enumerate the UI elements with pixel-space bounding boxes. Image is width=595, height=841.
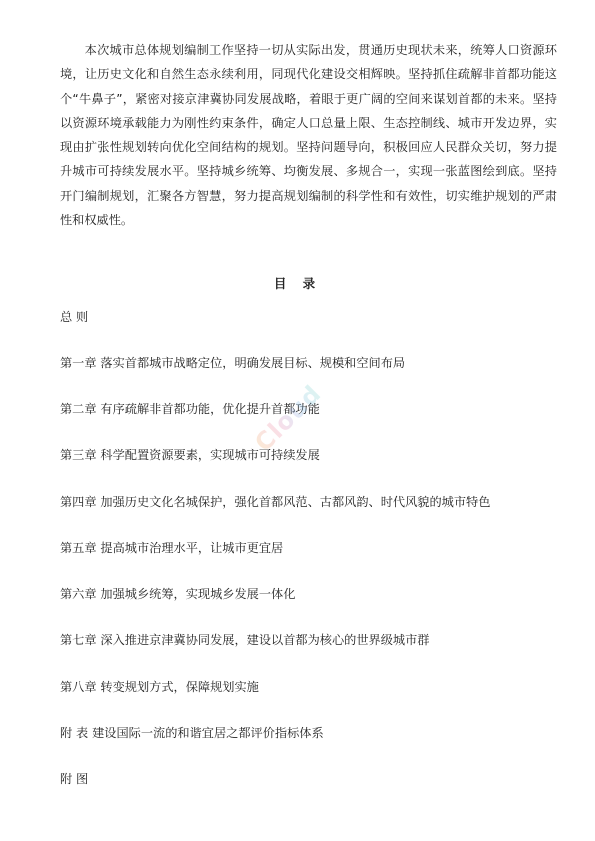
toc-item-chapter-3[interactable]: 第三章 科学配置资源要素，实现城市可持续发展	[60, 448, 320, 462]
toc-title: 目 录	[273, 276, 322, 291]
intro-text: 本次城市总体规划编制工作坚持一切从实际出发，贯通历史现状未来，统筹人口资源环境，让历史文化和自然生态永续利用，同现代化建设交相辉映。坚持抓住疏解非首都功能这个“牛鼻子”，紧密对接京津冀协同发展战略，着眼于更广阔的空间来谋划首都的未来。坚持以资源环境承载能力为刚性约束条件，确定人口总量上限、生态控制线、城市开发边界，实现由扩张性规划转向优化空间结构的规划。坚持问题导向，积极回应人民群众关切，努力提升城市可持续发展水平。坚持城乡统筹、均衡发展、多规合一，实现一张蓝图绘到底。坚持开门编制规划，汇聚各方智慧，努力提高规划编制的科学性和有效性，切实维护规划的严肃性和权威性。	[60, 43, 557, 228]
toc-item-appendix-figure[interactable]: 附 图	[60, 772, 89, 786]
toc-item-chapter-6[interactable]: 第六章 加强城乡统筹，实现城乡发展一体化	[60, 587, 296, 601]
intro-paragraph	[60, 38, 557, 232]
toc-item-chapter-7[interactable]: 第七章 深入推进京津冀协同发展，建设以首都为核心的世界级城市群	[60, 633, 430, 647]
watermark-text: Cloud	[249, 379, 327, 457]
toc-item-chapter-8[interactable]: 第八章 转变规划方式，保障规划实施	[60, 680, 259, 694]
toc-item-general[interactable]: 总 则	[60, 310, 89, 324]
toc-item-chapter-2[interactable]: 第二章 有序疏解非首都功能，优化提升首都功能	[60, 402, 320, 416]
watermark-logo	[249, 359, 376, 486]
toc-item-chapter-4[interactable]: 第四章 加强历史文化名城保护，强化首都风范、古都风韵、时代风貌的城市特色	[60, 495, 491, 509]
toc-item-appendix-table[interactable]: 附 表 建设国际一流的和谐宜居之都评价指标体系	[60, 726, 324, 740]
toc-item-chapter-1[interactable]: 第一章 落实首都城市战略定位，明确发展目标、规模和空间布局	[60, 356, 406, 370]
toc-item-chapter-5[interactable]: 第五章 提高城市治理水平，让城市更宜居	[60, 541, 284, 555]
